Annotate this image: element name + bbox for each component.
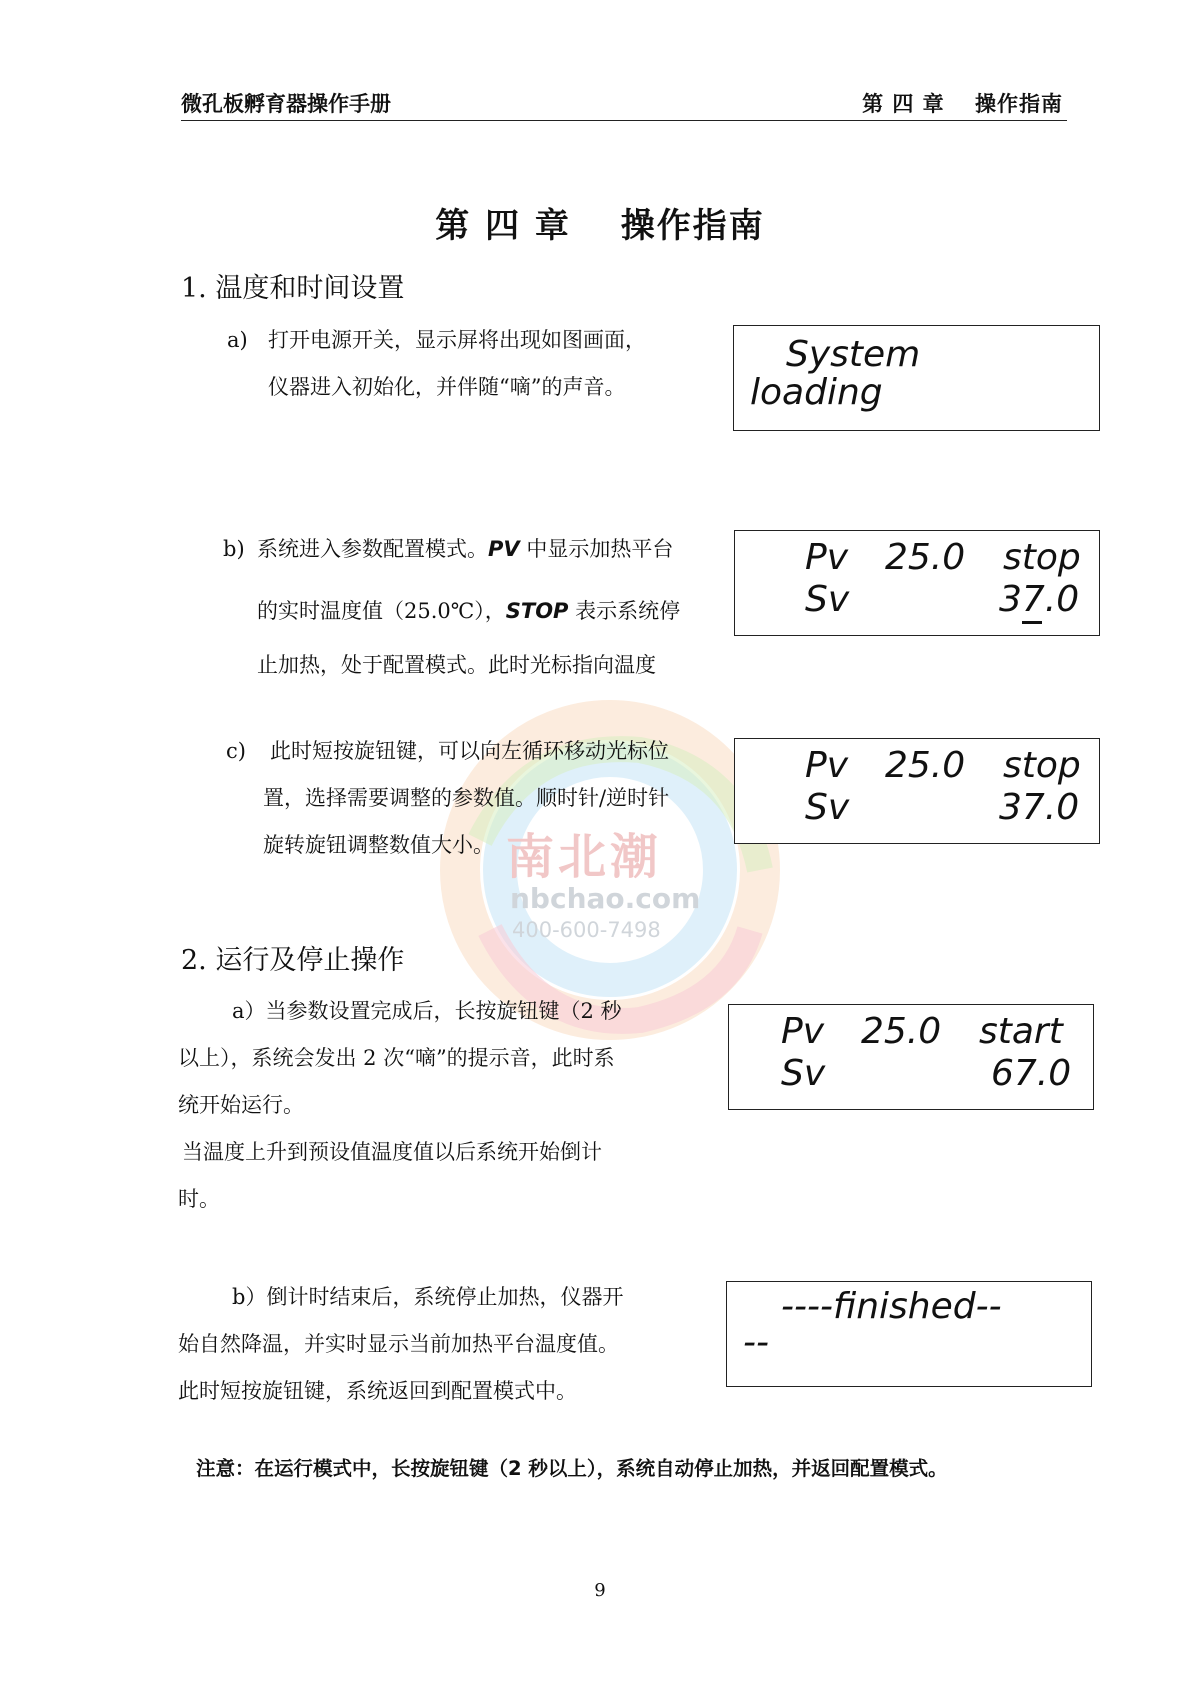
watermark-phone: 400-600-7498 [512,918,661,942]
section1-a-marker: a) [227,328,248,352]
section1-b-line2-text-end: 表示系统停 [568,599,681,623]
page-header [181,86,1067,121]
lcd-status: start [979,1011,1063,1052]
watermark-brand: 南北潮 [506,829,663,885]
lcd-pv-value: 25.0 [861,1011,942,1052]
section2-a-line3: 统开始运行。 [178,1093,304,1117]
section1-a-line2: 仪器进入初始化，并伴随“嘀”的声音。 [268,375,626,399]
lcd-pv-value: 25.0 [885,745,966,786]
lcd-sv-label: Sv [805,579,850,620]
lcd-pv-label: Pv [781,1011,825,1052]
section2-a-line1: a）当参数设置完成后，长按旋钮键（2 秒 [232,999,622,1023]
lcd-sv-label: Sv [805,787,850,828]
section1-b-line2 [257,588,680,635]
lcd-display-config [734,530,1100,636]
lcd-cursor [1022,621,1042,624]
lcd-display-finished [726,1281,1092,1387]
lcd-loading-line2: loading [750,372,883,413]
section1-c-marker: c) [226,739,246,763]
section2-b-line3: 此时短按旋钮键，系统返回到配置模式中。 [178,1379,577,1403]
lcd-sv-label: Sv [781,1053,826,1094]
lcd-display-adjust [734,738,1100,844]
lcd-finished-line1: ----finished-- [781,1286,1002,1327]
operation-note: 注意：在运行模式中，长按旋钮键（2 秒以上），系统自动停止加热，并返回配置模式。 [196,1457,948,1480]
section1-b-line3: 止加热，处于配置模式。此时光标指向温度 [257,653,656,677]
lcd-display-loading [733,325,1100,431]
section1-b-line1-text: 系统进入参数配置模式。 [257,537,488,561]
section1-c-line3: 旋转旋钮调整数值大小。 [263,833,494,857]
section1-b-line1 [257,526,673,573]
header-manual-title: 微孔板孵育器操作手册 [181,92,391,116]
section1-c-line1: 此时短按旋钮键，可以向左循环移动光标位 [270,739,669,763]
lcd-sv-value: 67.0 [991,1053,1072,1094]
lcd-sv-value: 37.0 [999,787,1080,828]
stop-term: STOP [505,599,569,623]
section2-b-line2: 始自然降温，并实时显示当前加热平台温度值。 [178,1332,619,1356]
section1-a-line1: 打开电源开关，显示屏将出现如图画面， [268,328,646,352]
lcd-sv-value: 37.0 [999,579,1080,620]
pv-term: PV [488,537,520,561]
lcd-pv-label: Pv [805,745,849,786]
section1-heading: 1. 温度和时间设置 [181,273,405,304]
lcd-pv-value: 25.0 [885,537,966,578]
section2-heading: 2. 运行及停止操作 [181,945,405,976]
lcd-status: stop [1003,537,1081,578]
lcd-pv-label: Pv [805,537,849,578]
section1-c-line2: 置，选择需要调整的参数值。顺时针/逆时针 [263,786,670,810]
header-chapter: 第 四 章 操作指南 [862,92,1063,116]
section1-b-line2-text: 的实时温度值（25.0℃）， [257,599,506,623]
section1-b-marker: b) [223,537,245,561]
lcd-loading-line1: System [786,334,921,375]
lcd-status: stop [1003,745,1081,786]
watermark-site: nbchao.com [510,882,701,915]
section2-a-line4: 当温度上升到预设值温度值以后系统开始倒计 [182,1140,602,1164]
section2-b-line1: b）倒计时结束后，系统停止加热，仪器开 [232,1285,624,1309]
section1-b-line1-text-end: 中显示加热平台 [519,537,674,561]
chapter-title: 第 四 章 操作指南 [435,206,765,246]
page-number: 9 [594,1580,606,1601]
section2-a-line5: 时。 [178,1187,220,1211]
lcd-display-running [728,1004,1094,1110]
section2-a-line2: 以上），系统会发出 2 次“嘀”的提示音，此时系 [178,1046,615,1070]
lcd-finished-line2: -- [743,1322,769,1363]
